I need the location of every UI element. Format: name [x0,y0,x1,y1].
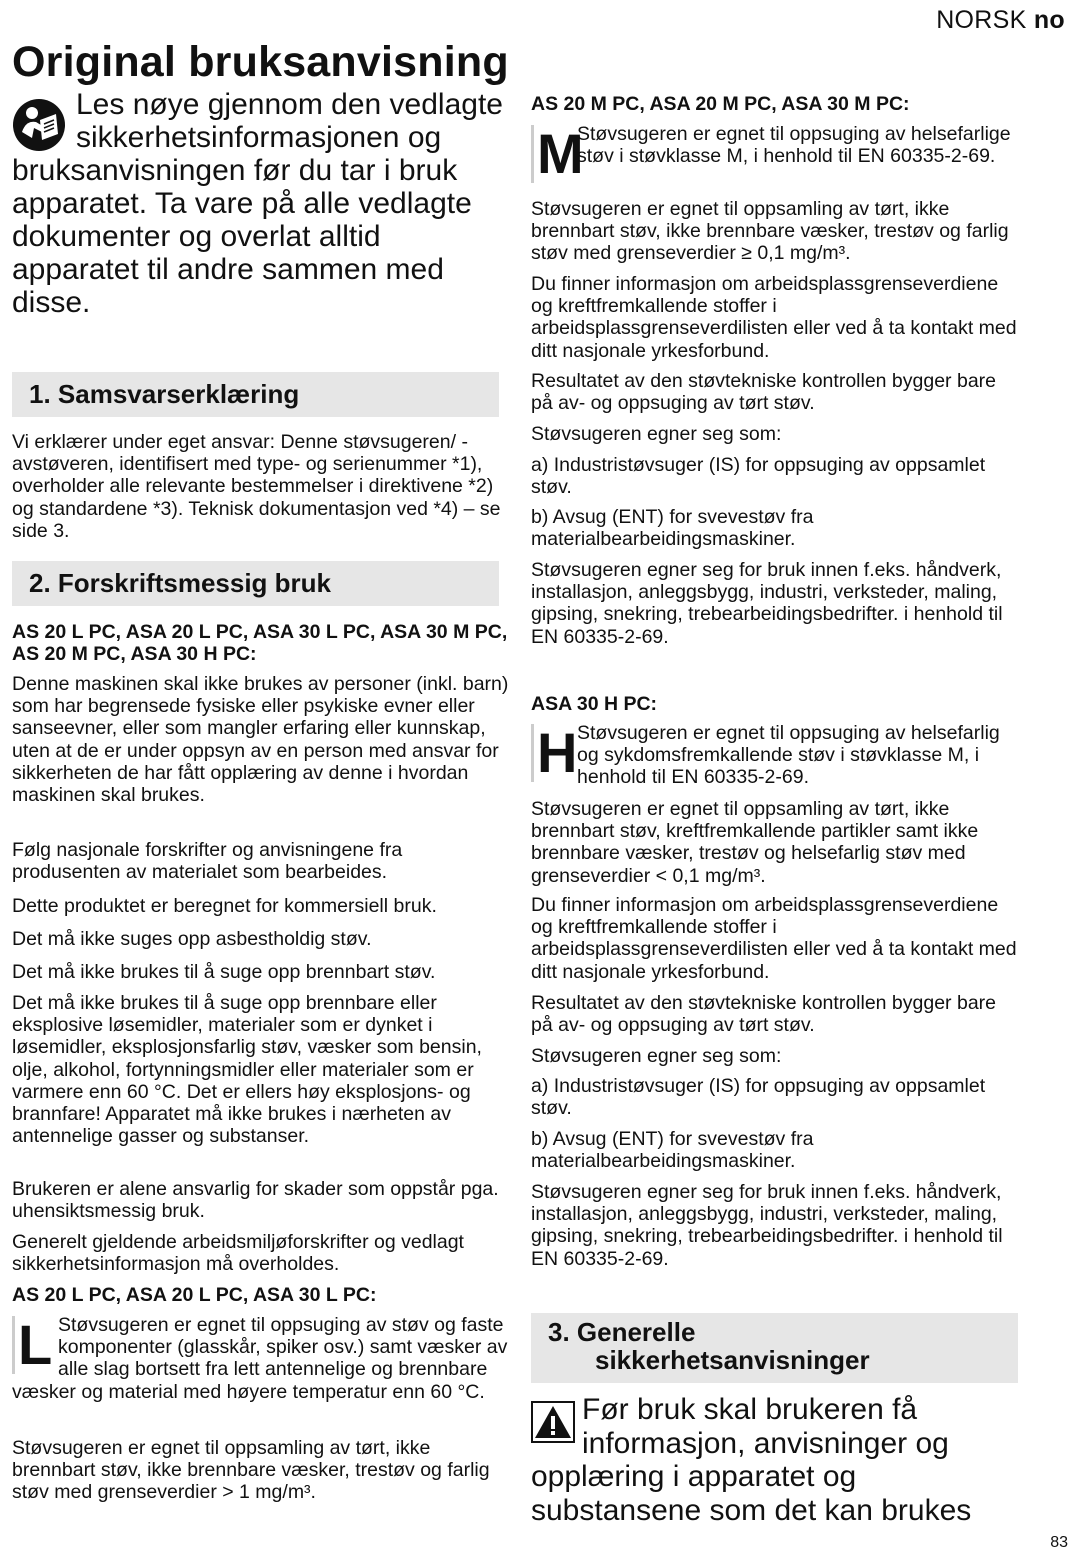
dust-class-m-info: Du finner informasjon om arbeidsplassgrenseverdiene og kreftfremkallende stoffer i arbeidsplassgrenseverdilisten eller ved å ta kontakt med ditt nasjonale yrkesforbund. [531,273,1017,362]
declaration-text: Vi erklærer under eget ansvar: Denne støvsugeren/ -avstøveren, identifisert med type- og serienummer *1), overholder alle relevante bestemmelser i direktivene *2) og standardene *3). Teknisk dokumentasjon ved *4) – se side 3. [12,431,501,542]
dust-class-m-letter: M [537,122,584,185]
dust-class-m-limits: Støvsugeren er egnet til oppsamling av tørt, ikke brennbart støv, ikke brennbare væsker, trestøv og farlig støv med grenseverdier ≥ 0,1 mg/m³. [531,198,1009,265]
page-title: Original bruksanvisning [12,38,509,86]
dust-class-h-badge [531,721,578,784]
dust-class-m-badge [531,122,584,185]
dust-class-h-option-a: a) Industristøvsuger (IS) for oppsuging av oppsamlet støv. [531,1075,986,1120]
dust-class-h-option-b: b) Avsug (ENT) for svevestøv fra materialbearbeidingsmaskiner. [531,1128,814,1173]
dust-class-l-text: Støvsugeren er egnet til oppsuging av støv og faste komponenter (glasskår, spiker osv.) samt væsker av alle slag bortsett fra lett antennelige og brennbare væsker og material med høyere temperatur enn 60 °C. [12,1314,508,1403]
models-l-heading: AS 20 L PC, ASA 20 L PC, ASA 30 L PC: [12,1284,377,1306]
dust-class-h-limits: Støvsugeren er egnet til oppsamling av tørt, ikke brennbart støv, kreftfremkallende partikler samt ikke brennbare væsker, trestøv og helsefarlig støv med grenseverdier < 0,1 mg/m³. [531,798,979,887]
dust-class-l-limits: Støvsugeren er egnet til oppsamling av tørt, ikke brennbart støv, ikke brennbare væsker, trestøv og farlig støv med grenseverdier > 1 mg/m³. [12,1437,490,1504]
paragraph-regulations: Generelt gjeldende arbeidsmiljøforskrifter og vedlagt sikkerhetsinformasjon må overholdes. [12,1231,464,1276]
paragraph-flammable-dust: Det må ikke brukes til å suge opp brennbart støv. [12,961,436,983]
section-2-heading: 2. Forskriftsmessig bruk [12,561,499,606]
language-label: NORSK [936,6,1027,34]
dust-class-m-option-a: a) Industristøvsuger (IS) for oppsuging av oppsamlet støv. [531,454,986,499]
paragraph-explosive: Det må ikke brukes til å suge opp brennbare eller eksplosive løsemidler, materialer som er dynket i løsemidler, eksplosjonsfarlig støv, væsker som bensin, olje, alkohol, fortynningsmidler eller materialer som er varmere enn 60 °C. Det er ellers høy eksplosjons- og brannfare! Apparatet må ikke brukes i nærheten av antennelige gasser og substanser. [12,992,482,1148]
dust-class-h-letter: H [537,721,578,784]
language-header [936,6,1065,35]
dust-class-m-applications: Støvsugeren egner seg for bruk innen f.eks. håndverk, installasjon, anleggsbygg, industri, verksteder, maling, gipsing, snekring, trebearbeidingsbedrifter. i henhold til EN 60335-2-69. [531,559,1003,648]
intro-paragraph [12,88,509,319]
paragraph-national-rules: Følg nasjonale forskrifter og anvisningene fra produsenten av materialet som bearbeides. [12,839,403,884]
models-h-heading: ASA 30 H PC: [531,693,658,715]
paragraph-asbestos: Det må ikke suges opp asbestholdig støv. [12,928,372,950]
dust-class-l-letter: L [18,1313,53,1376]
section-3-heading-line1: 3. Generelle [548,1317,696,1347]
dust-class-m-suitable: Støvsugeren egner seg som: [531,423,782,445]
dust-class-h-info: Du finner informasjon om arbeidsplassgrenseverdiene og kreftfremkallende stoffer i arbeidsplassgrenseverdilisten eller ved å ta kontakt med ditt nasjonale yrkesforbund. [531,894,1017,983]
dust-class-l-badge [12,1314,54,1376]
section-1-heading: 1. Samsvarserklæring [12,372,499,417]
safety-warning-text: Før bruk skal brukeren få informasjon, anvisninger og opplæring i apparatet og substansene som det kan brukes [531,1393,972,1527]
intro-text: Les nøye gjennom den vedlagte sikkerhetsinformasjonen og bruksanvisningen før du tar i bruk apparatet. Ta vare på alle vedlagte dokumenter og overlat alltid apparatet til andre sammen med disse. [12,88,503,319]
models-all-heading: AS 20 L PC, ASA 20 L PC, ASA 30 L PC, ASA 30 M PC, AS 20 M PC, ASA 30 H PC: [12,621,508,666]
dust-class-l-block [12,1314,509,1403]
dust-class-h-text: Støvsugeren er egnet til oppsuging av helsefarlig og sykdomsfremkallende støv i støvklasse M, i henhold til EN 60335-2-69. [577,722,1000,789]
section-3-heading [531,1313,1018,1383]
paragraph-commercial-use: Dette produktet er beregnet for kommersiell bruk. [12,895,437,917]
paragraph-supervision: Denne maskinen skal ikke brukes av personer (inkl. barn) som har begrensede fysiske eller psykiske evner eller sanseevner, eller som mangler erfaring eller kunnskap, uten at de er under oppsyn av en person med ansvar for sikkerheten de har fått opplæring av denne i hvordan maskinen skal brukes. [12,673,509,807]
dust-class-m-result: Resultatet av den støvtekniske kontrollen bygger bare på av- og oppsuging av tørt støv. [531,370,997,415]
page-number: 83 [1050,1534,1068,1551]
dust-class-m-block [531,123,1021,185]
dust-class-m-option-b: b) Avsug (ENT) for svevestøv fra materialbearbeidingsmaskiner. [531,506,814,551]
dust-class-h-applications: Støvsugeren egner seg for bruk innen f.eks. håndverk, installasjon, anleggsbygg, industri, verksteder, maling, gipsing, snekring, trebearbeidingsbedrifter. i henhold til EN 60335-2-69. [531,1181,1003,1270]
dust-class-m-text: Støvsugeren er egnet til oppsuging av helsefarlige støv i støvklasse M, i henhold til EN 60335-2-69. [577,123,1011,168]
paragraph-liability: Brukeren er alene ansvarlig for skader som oppstår pga. uhensiktsmessig bruk. [12,1178,499,1223]
dust-class-h-block [531,722,1021,789]
models-m-heading: AS 20 M PC, ASA 20 M PC, ASA 30 M PC: [531,93,910,115]
section-3-heading-line2: sikkerhetsanvisninger [595,1345,870,1375]
dust-class-h-suitable: Støvsugeren egner seg som: [531,1045,782,1067]
warning-triangle-icon [531,1401,575,1443]
safety-warning [531,1393,1021,1527]
read-manual-icon [12,98,66,152]
dust-class-h-result: Resultatet av den støvtekniske kontrollen bygger bare på av- og oppsuging av tørt støv. [531,992,997,1037]
language-code: no [1033,6,1065,34]
